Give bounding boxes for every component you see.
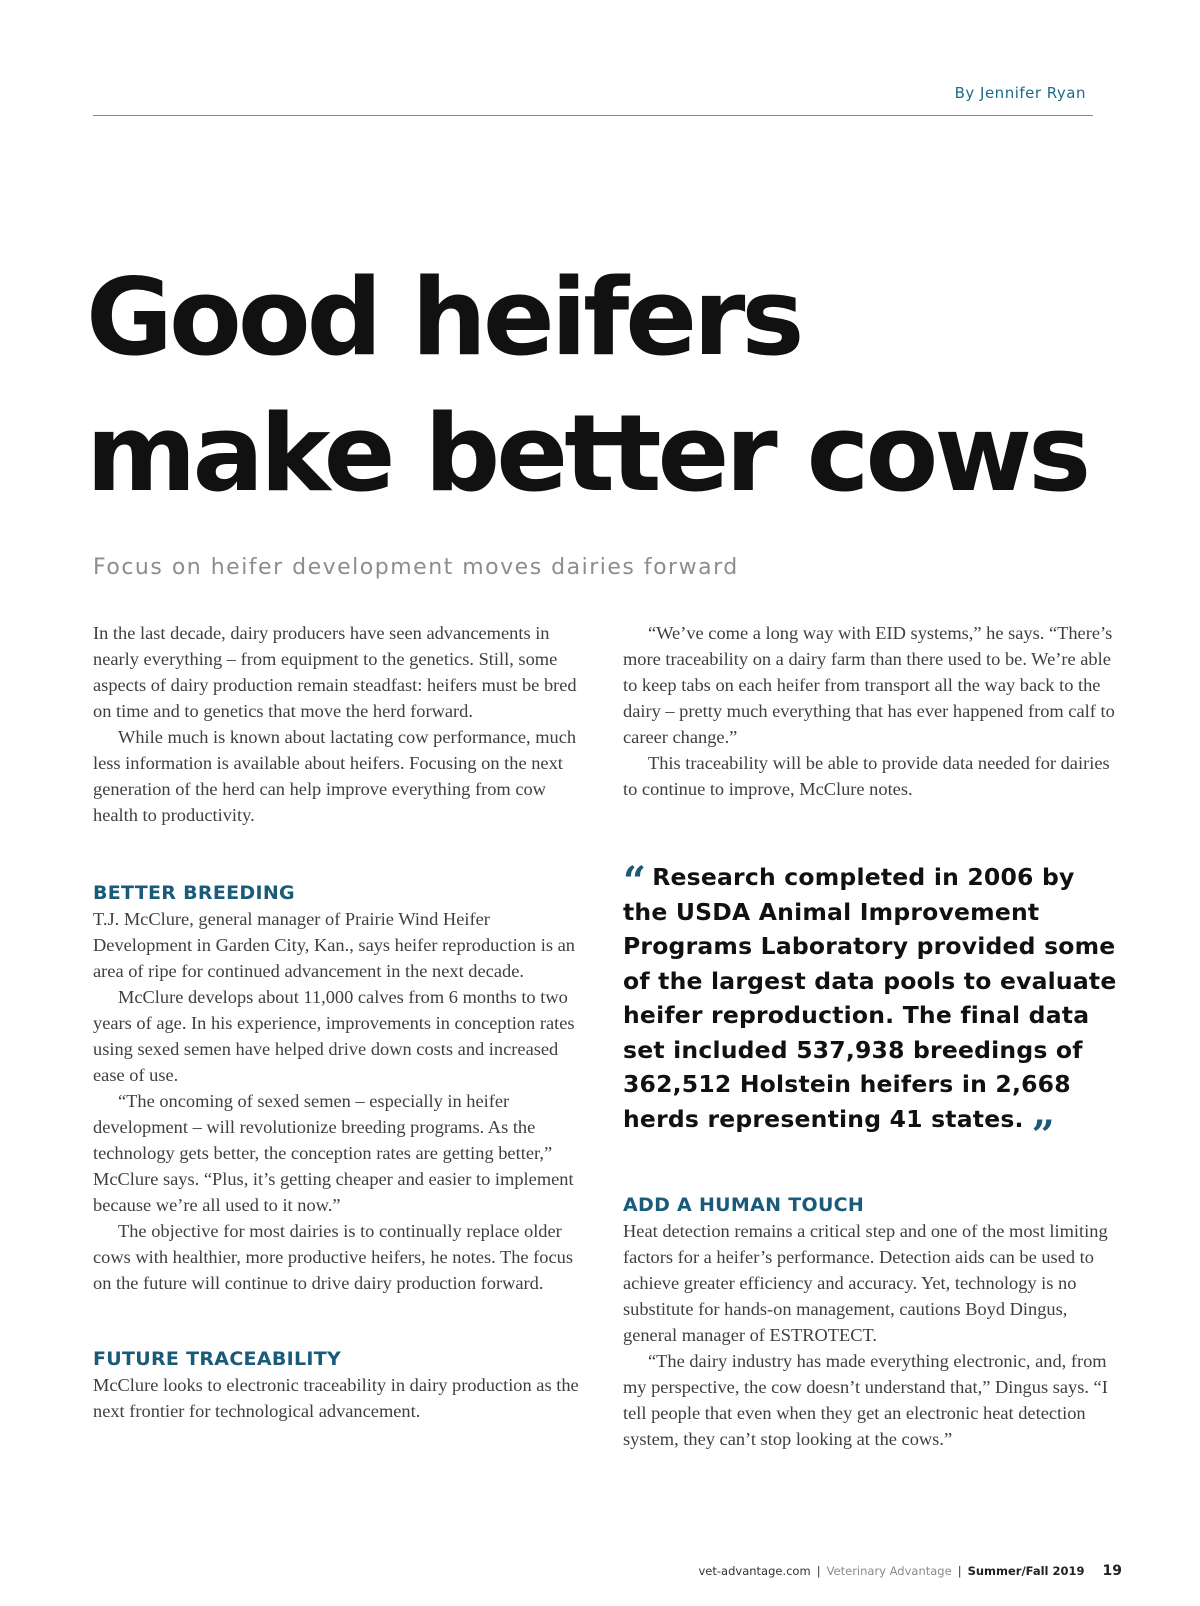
- intro-paragraph-1: In the last decade, dairy producers have seen advancements in nearly everything – from equipment to the genetics. Still, some aspects of dairy production remain steadfast: heifers must be bred on time and to genetics that move the herd forward.: [93, 623, 577, 721]
- future-traceability-paragraph-1: McClure looks to electronic traceability in dairy production as the next frontier for technological advancement.: [93, 1375, 579, 1421]
- headline-line-2: make better cows: [86, 392, 1088, 515]
- pull-quote: “ Research completed in 2006 by the USDA Animal Improvement Programs Laboratory provided some of the largest data pools to evaluate heifer reproduction. The final data set included 537,938 breedings of 362,512 Holstein heifers in 2,668 herds representing 41 states. ”: [623, 858, 1117, 1159]
- better-breeding-paragraph-2: McClure develops about 11,000 calves from 6 months to two years of age. In his experience, improvements in conception rates using sexed semen have helped drive down costs and increased ease of use.: [93, 987, 575, 1085]
- footer-website: vet-advantage.com: [698, 1564, 811, 1578]
- human-touch-paragraph-1: Heat detection remains a critical step and one of the most limiting factors for a heifer’s performance. Detection aids can be used to achieve greater efficiency and accuracy. Yet, technology is no substitute for hands-on management, cautions Boyd Dingus, general manager of ESTROTECT.: [623, 1221, 1108, 1345]
- pull-quote-text: Research completed in 2006 by the USDA Animal Improvement Programs Laboratory provided some of the largest data pools to evaluate heifer reproduction. The final data set included 537,938 breedings of 362,512 Holstein heifers in 2,668 herds representing 41 states.: [623, 863, 1117, 1133]
- right-paragraph-1: “We’ve come a long way with EID systems,” he says. “There’s more traceability on a dairy farm than there used to be. We’re able to keep tabs on each heifer from transport all the way back to the dairy – pretty much everything that has ever happened from calf to career change.”: [623, 623, 1115, 747]
- add-human-touch-section: [623, 1192, 1123, 1452]
- right-paragraph-2: This traceability will be able to provide data needed for dairies to continue to improve, McClure notes.: [623, 753, 1110, 799]
- right-column: [623, 620, 1123, 802]
- human-touch-paragraph-2: “The dairy industry has made everything electronic, and, from my perspective, the cow doesn’t understand that,” Dingus says. “I tell people that even when they get an electronic heat detection system, they can’t stop looking at the cows.”: [623, 1351, 1108, 1449]
- footer-separator: |: [957, 1564, 962, 1578]
- better-breeding-paragraph-4: The objective for most dairies is to continually replace older cows with healthier, more productive heifers, he notes. The focus on the future will continue to drive dairy production forward.: [93, 1221, 573, 1293]
- byline: By Jennifer Ryan: [954, 84, 1086, 102]
- page-number: 19: [1102, 1563, 1122, 1579]
- footer-magazine: Veterinary Advantage: [826, 1564, 952, 1578]
- better-breeding-paragraph-1: T.J. McClure, general manager of Prairie Wind Heifer Development in Garden City, Kan., says heifer reproduction is an area of ripe for continued advancement in the next decade.: [93, 909, 575, 981]
- page-footer: [699, 1563, 1123, 1579]
- article-headline: [86, 250, 1146, 522]
- header-rule: [93, 115, 1093, 116]
- left-column: [93, 620, 593, 1424]
- section-heading-better-breeding: BETTER BREEDING: [93, 882, 295, 904]
- better-breeding-paragraph-3: “The oncoming of sexed semen – especially in heifer development – will revolutionize breeding programs. As the technology gets better, the conception rates are getting better,” McClure says. “Plus, it’s getting cheaper and easier to implement because we’re all used to it now.”: [93, 1091, 574, 1215]
- footer-issue: Summer/Fall 2019: [967, 1564, 1085, 1578]
- headline-line-1: Good heifers: [86, 256, 801, 379]
- intro-paragraph-2: While much is known about lactating cow performance, much less information is available about heifers. Focusing on the next generation of the herd can help improve everything from cow health to productivity.: [93, 727, 577, 825]
- section-heading-add-human-touch: ADD A HUMAN TOUCH: [623, 1194, 865, 1216]
- footer-separator: |: [816, 1564, 821, 1578]
- section-heading-future-traceability: FUTURE TRACEABILITY: [93, 1348, 342, 1370]
- article-subhead: Focus on heifer development moves dairies forward: [93, 555, 739, 581]
